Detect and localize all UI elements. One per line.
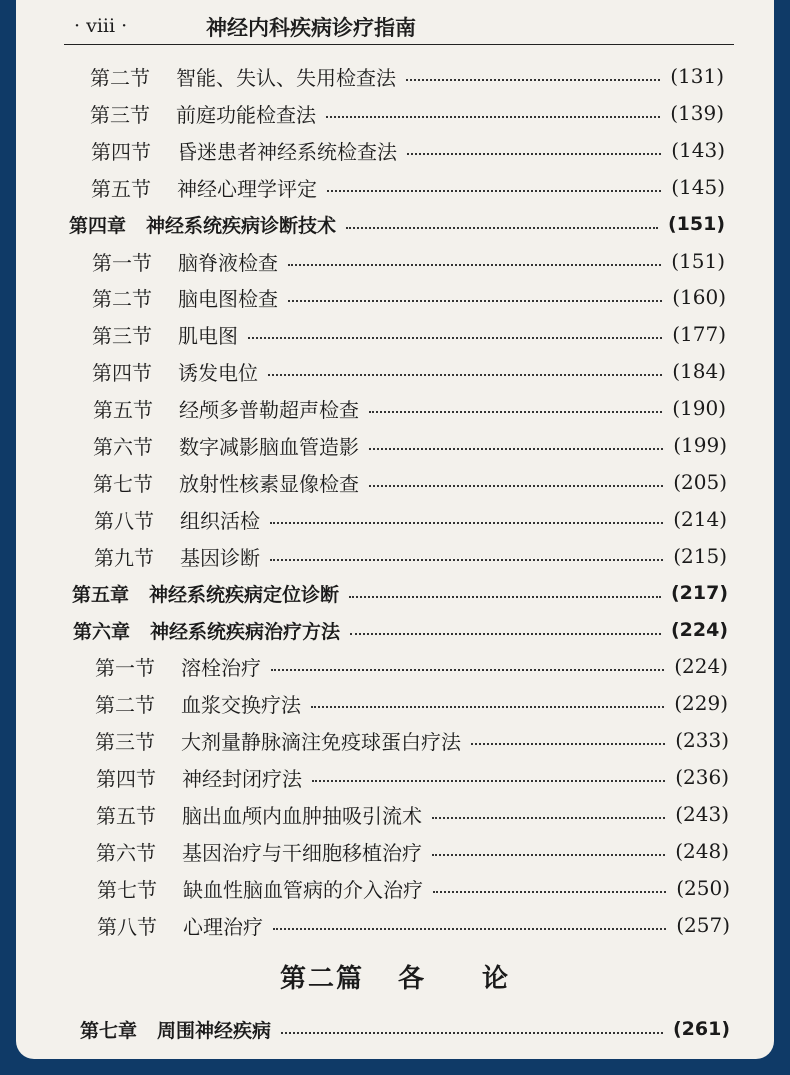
toc-section-row (97, 873, 730, 903)
toc-page-number: (233) (675, 728, 729, 752)
page-number: · viii · (74, 15, 128, 37)
toc-label: 第五节 (96, 803, 156, 828)
toc-leader-dots (349, 596, 661, 598)
toc-page-number: (229) (674, 691, 728, 715)
toc-leader-dots (271, 669, 664, 671)
part-word-2: 论 (482, 964, 511, 994)
toc-title: 脑电图检查 (178, 286, 278, 311)
toc-section-row (93, 430, 727, 460)
toc-page-number: (160) (672, 285, 726, 309)
toc-page-number: (199) (673, 433, 727, 457)
toc-label: 第一节 (92, 250, 152, 275)
toc-leader-dots (432, 817, 665, 819)
toc-title: 大剂量静脉滴注免疫球蛋白疗法 (181, 729, 461, 754)
toc-section-row (96, 799, 729, 829)
toc-section-row (92, 356, 726, 386)
toc-label: 第四章 (69, 214, 127, 237)
toc-title: 肌电图 (178, 323, 238, 348)
toc-leader-dots (312, 780, 665, 782)
toc-leader-dots (432, 854, 665, 856)
toc-leader-dots (369, 485, 663, 487)
toc-section-row (96, 762, 729, 792)
toc-label: 第九节 (94, 545, 154, 570)
toc-title: 周围神经疾病 (157, 1019, 272, 1042)
toc-page-number: (243) (675, 802, 729, 826)
toc-leader-dots (288, 300, 662, 302)
toc-leader-dots (346, 227, 658, 229)
toc-page-number: (261) (672, 1018, 730, 1040)
toc-leader-dots (326, 116, 660, 118)
toc-label: 第七节 (93, 471, 153, 496)
toc-label: 第八节 (97, 914, 157, 939)
toc-section-row (91, 172, 725, 202)
toc-title: 智能、失认、失用检查法 (176, 65, 396, 90)
part-heading (16, 958, 774, 995)
toc-leader-dots (350, 633, 661, 635)
toc-label: 第七节 (97, 877, 157, 902)
toc-page-number: (143) (671, 138, 725, 162)
toc-title: 放射性核素显像检查 (179, 471, 359, 496)
toc-page-number: (217) (670, 582, 728, 604)
toc-leader-dots (369, 448, 663, 450)
toc-leader-dots (288, 264, 661, 266)
book-page (16, 0, 774, 1059)
page-header (64, 4, 734, 45)
toc-section-row (92, 246, 725, 276)
toc-page-number: (184) (672, 359, 726, 383)
toc-label: 第六章 (73, 620, 131, 643)
toc-page-number: (205) (673, 470, 727, 494)
toc-title: 缺血性脑血管病的介入治疗 (183, 877, 423, 902)
toc-leader-dots (311, 706, 664, 708)
toc-title: 昏迷患者神经系统检查法 (177, 139, 397, 164)
toc-label: 第四节 (96, 766, 156, 791)
toc-page-number: (248) (675, 839, 729, 863)
toc-title: 经颅多普勒超声检查 (179, 397, 359, 422)
toc-label: 第四节 (91, 139, 151, 164)
toc-title: 脑出血颅内血肿抽吸引流术 (182, 803, 422, 828)
toc-chapter-row (69, 209, 725, 239)
toc-section-row (94, 541, 727, 571)
toc-section-row (90, 61, 724, 91)
toc-title: 血浆交换疗法 (181, 692, 301, 717)
toc-title: 神经系统疾病定位诊断 (149, 583, 340, 606)
toc-section-row (93, 393, 726, 423)
toc-leader-dots (281, 1032, 663, 1034)
toc-page-number: (224) (674, 654, 728, 678)
toc-label: 第六节 (93, 434, 153, 459)
toc-title: 溶栓治疗 (181, 655, 261, 680)
book-title: 神经内科疾病诊疗指南 (206, 16, 416, 40)
toc-label: 第七章 (80, 1019, 138, 1042)
toc-section-row (97, 910, 730, 940)
toc-page-number: (145) (671, 175, 725, 199)
toc-title: 基因治疗与干细胞移植治疗 (182, 840, 422, 865)
toc-page-number: (190) (672, 396, 726, 420)
toc-title: 诱发电位 (178, 360, 258, 385)
part-word-1: 各 (397, 964, 426, 994)
toc-label: 第二节 (95, 692, 155, 717)
toc-leader-dots (268, 374, 662, 376)
toc-chapter-row (72, 578, 728, 608)
toc-page-number: (250) (676, 876, 730, 900)
toc-page-number: (139) (670, 101, 724, 125)
toc-label: 第五节 (91, 176, 151, 201)
toc-section-row (95, 688, 728, 718)
toc-leader-dots (270, 559, 663, 561)
toc-label: 第八节 (94, 508, 154, 533)
toc-section-row (93, 467, 727, 497)
toc-leader-dots (270, 522, 663, 524)
toc-page-number: (214) (673, 507, 727, 531)
toc-section-row (91, 135, 725, 165)
toc-leader-dots (327, 190, 661, 192)
toc-section-row (96, 836, 729, 866)
toc-leader-dots (471, 743, 665, 745)
toc-page-number: (151) (667, 213, 725, 235)
toc-title: 神经封闭疗法 (182, 766, 302, 791)
part-number: 第二篇 (279, 964, 364, 994)
toc-page-number: (215) (673, 544, 727, 568)
toc-page-number: (151) (671, 249, 725, 273)
toc-title: 心理治疗 (183, 914, 263, 939)
toc-page-number: (131) (670, 64, 724, 88)
toc-leader-dots (369, 411, 662, 413)
toc-title: 神经心理学评定 (177, 176, 317, 201)
toc-label: 第二节 (90, 65, 150, 90)
toc-page-number: (236) (675, 765, 729, 789)
toc-label: 第二节 (92, 286, 152, 311)
toc-label: 第三节 (90, 102, 150, 127)
toc-section-row (90, 98, 724, 128)
toc-title: 前庭功能检查法 (176, 102, 316, 127)
toc-label: 第三节 (92, 323, 152, 348)
toc-title: 神经系统疾病治疗方法 (150, 620, 341, 643)
toc-label: 第四节 (92, 360, 152, 385)
toc-section-row (92, 319, 726, 349)
toc-page-number: (224) (670, 619, 728, 641)
toc-page-number: (257) (676, 913, 730, 937)
toc-title: 脑脊液检查 (178, 250, 278, 275)
toc-title: 神经系统疾病诊断技术 (146, 214, 337, 237)
toc-leader-dots (407, 153, 661, 155)
toc-title: 数字减影脑血管造影 (179, 434, 359, 459)
toc-chapter-row (80, 1014, 730, 1044)
toc-chapter-row (73, 615, 728, 645)
toc-label: 第一节 (95, 655, 155, 680)
toc-section-row (95, 725, 729, 755)
toc-section-row (94, 504, 727, 534)
toc-title: 基因诊断 (180, 545, 260, 570)
toc-title: 组织活检 (180, 508, 260, 533)
toc-section-row (95, 651, 728, 681)
toc-leader-dots (273, 928, 666, 930)
toc-page-number: (177) (672, 322, 726, 346)
toc-leader-dots (406, 79, 660, 81)
toc-section-row (92, 282, 726, 312)
toc-leader-dots (248, 337, 662, 339)
toc-label: 第六节 (96, 840, 156, 865)
toc-label: 第三节 (95, 729, 155, 754)
toc-label: 第五章 (72, 583, 130, 606)
toc-leader-dots (433, 891, 666, 893)
toc-label: 第五节 (93, 397, 153, 422)
